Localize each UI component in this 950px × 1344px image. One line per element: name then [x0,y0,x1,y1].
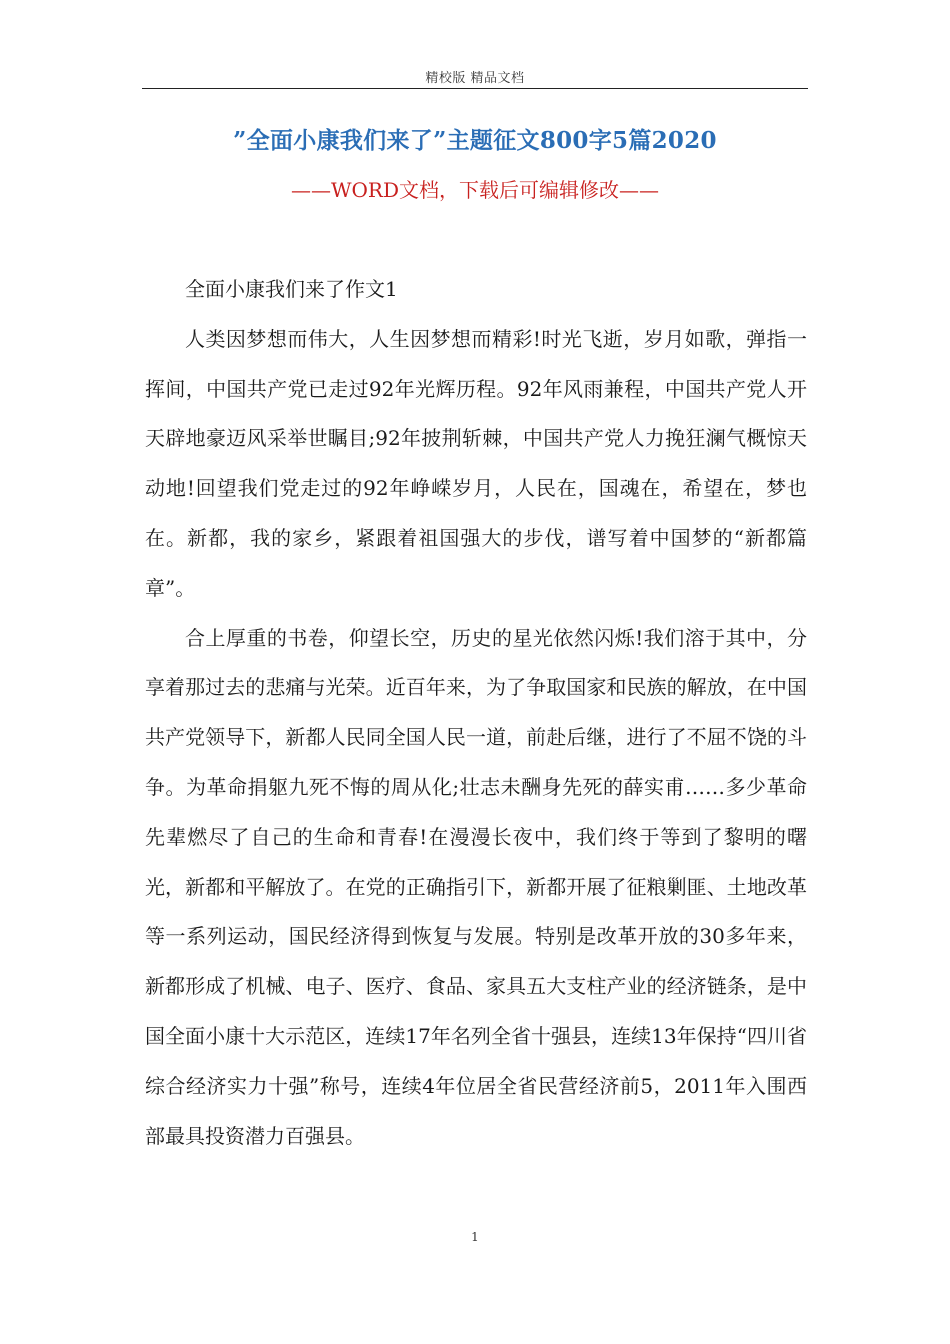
document-title: ”全面小康我们来了”主题征文800字5篇2020 [233,127,717,154]
body-paragraph: 合上厚重的书卷，仰望长空，历史的星光依然闪烁!我们溶于其中，分享着那过去的悲痛与光荣。近百年来，为了争取国家和民族的解放，在中国共产党领导下，新都人民同全国人民一道，前赴后继，进行了不屈不饶的斗争。为革命捐躯九死不悔的周从化;壮志未酬身先死的薛实甫……多少革命先辈燃尽了自己的生命和青春!在漫漫长夜中，我们终于等到了黎明的曙光，新都和平解放了。在党的正确指引下，新都开展了征粮剿匪、土地改革等一系列运动，国民经济得到恢复与发展。特别是改革开放的30多年来，新都形成了机械、电子、医疗、食品、家具五大支柱产业的经济链条，是中国全面小康十大示范区，连续17年名列全省十强县，连续13年保持“四川省综合经济实力十强”称号，连续4年位居全省民营经济前5，2011年入围西部最具投资潜力百强县。 [145,625,807,1148]
page-header: 精校版 精品文档 [425,71,525,86]
body-paragraph: 人类因梦想而伟大，人生因梦想而精彩!时光飞逝，岁月如歌，弹指一挥间，中国共产党已走过92年光辉历程。92年风雨兼程，中国共产党人开天辟地豪迈风采举世瞩目;92年披荆斩棘，中国共产党人力挽狂澜气概惊天动地!回望我们党走过的92年峥嵘岁月，人民在，国魂在，希望在，梦也在。新都，我的家乡，紧跟着祖国强大的步伐，谱写着中国梦的“新都篇章”。 [145,326,807,600]
header-divider [142,88,808,89]
page-number: 1 [471,1230,479,1244]
document-subtitle: ——WORD文档，下载后可编辑修改—— [290,178,660,202]
document-body [145,265,807,1161]
section-heading: 全面小康我们来了作文1 [185,277,398,301]
